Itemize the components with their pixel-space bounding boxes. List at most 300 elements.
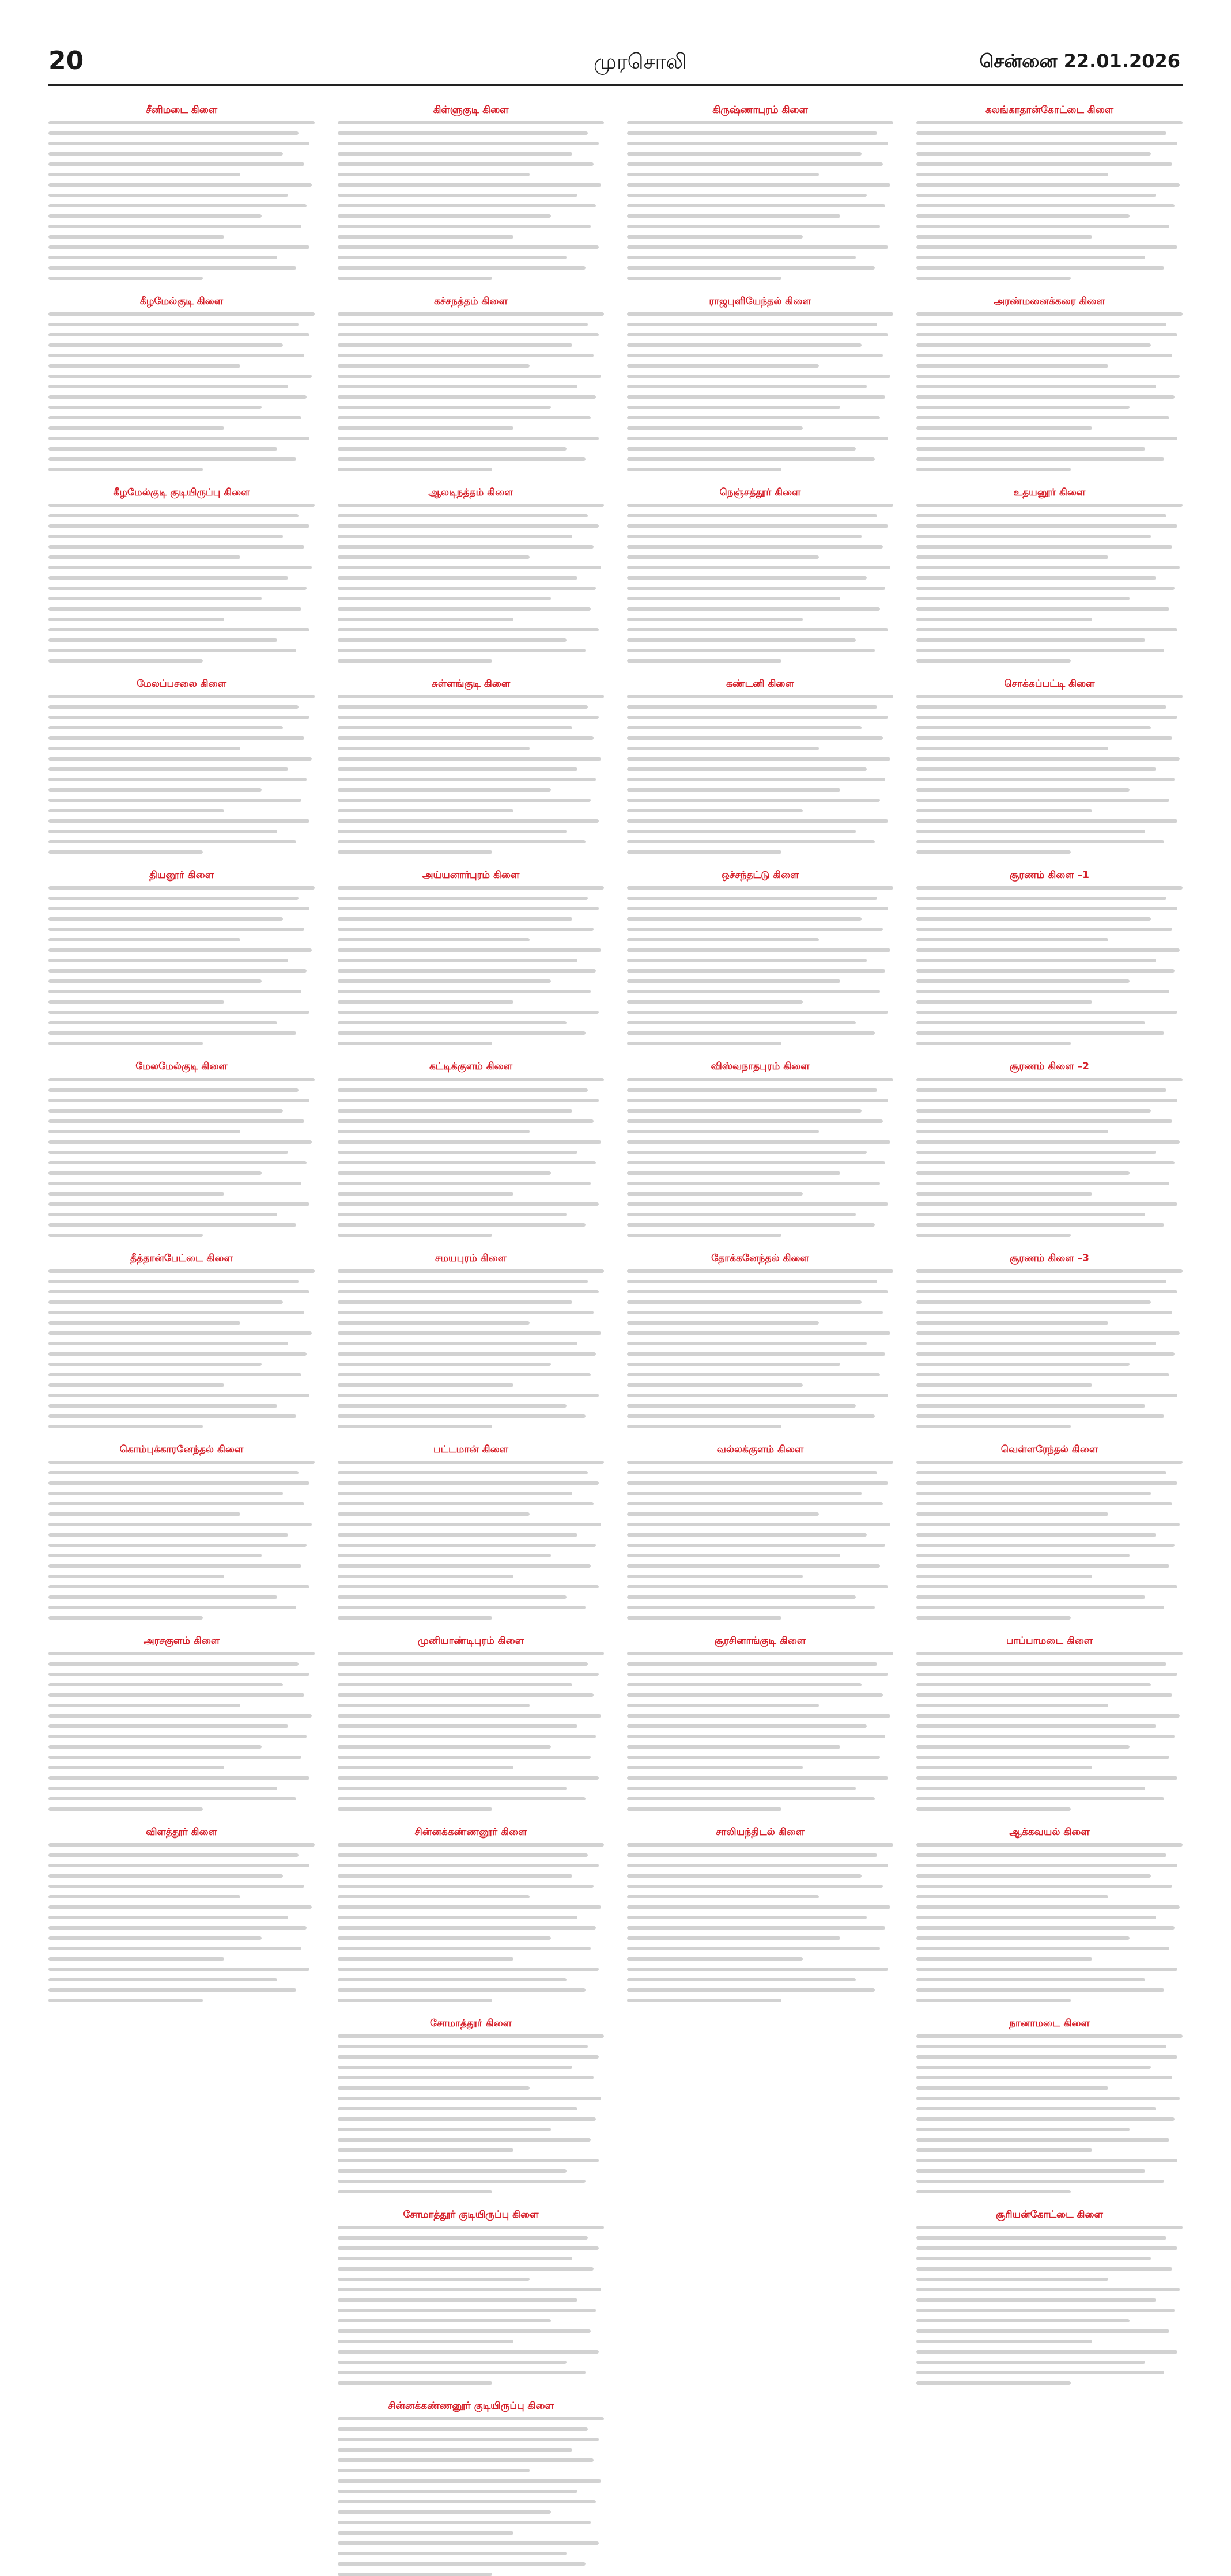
illegible-text-line <box>338 705 588 709</box>
illegible-text-line <box>627 1978 856 1981</box>
illegible-text-line <box>48 514 299 517</box>
illegible-text-line <box>916 886 1183 890</box>
illegible-text-line <box>627 659 781 663</box>
illegible-text-line <box>916 1776 1177 1780</box>
illegible-text-line <box>916 1280 1166 1283</box>
illegible-text-line <box>338 2298 577 2302</box>
illegible-text-line <box>916 343 1151 347</box>
illegible-text-line <box>48 1843 315 1847</box>
illegible-text-line <box>627 1031 875 1035</box>
section <box>916 295 1183 471</box>
illegible-text-line <box>48 990 301 993</box>
section-title: கட்டிக்குளம் கிளை <box>429 1061 513 1073</box>
page-number: 20 <box>48 46 84 75</box>
illegible-text-line <box>48 705 299 709</box>
illegible-text-line <box>338 938 530 941</box>
illegible-text-line <box>916 2076 1172 2079</box>
section-title: சுள்ளங்குடி கிளை <box>431 678 511 690</box>
illegible-text-line <box>916 1683 1151 1686</box>
section <box>627 1252 893 1428</box>
illegible-text-line <box>48 1853 299 1857</box>
illegible-text-line <box>338 535 572 538</box>
illegible-text-line <box>48 1373 301 1376</box>
illegible-text-line <box>627 649 875 652</box>
illegible-text-line <box>338 2573 492 2576</box>
illegible-text-line <box>338 2045 588 2048</box>
illegible-text-line <box>338 2469 530 2472</box>
illegible-text-line <box>916 2319 1130 2322</box>
illegible-text-line <box>48 1223 296 1227</box>
illegible-text-line <box>916 468 1071 471</box>
illegible-text-line <box>338 2034 604 2038</box>
illegible-text-line <box>916 2226 1183 2229</box>
illegible-text-line <box>48 778 307 781</box>
section <box>627 486 893 663</box>
illegible-text-line <box>627 1533 867 1537</box>
section-title: கண்டனி கிளை <box>726 678 794 690</box>
illegible-text-line <box>916 1693 1172 1697</box>
illegible-text-line <box>916 1321 1108 1325</box>
illegible-text-line <box>48 928 304 931</box>
illegible-text-line <box>627 819 888 823</box>
illegible-text-line <box>916 979 1130 983</box>
illegible-text-line <box>627 917 862 921</box>
illegible-text-line <box>627 716 888 719</box>
illegible-text-line <box>627 173 819 176</box>
illegible-text-line <box>916 162 1172 166</box>
illegible-text-line <box>627 426 803 430</box>
illegible-text-line <box>48 1652 315 1655</box>
illegible-text-line <box>916 2381 1071 2385</box>
illegible-text-line <box>338 437 599 440</box>
illegible-text-line <box>48 830 277 833</box>
illegible-text-line <box>48 1078 315 1081</box>
illegible-text-line <box>916 2180 1164 2183</box>
illegible-text-line <box>48 245 309 249</box>
illegible-text-line <box>916 1352 1175 1356</box>
illegible-text-line <box>627 907 888 910</box>
illegible-text-line <box>48 1021 277 1024</box>
illegible-text-line <box>627 938 819 941</box>
illegible-text-line <box>338 2479 601 2483</box>
newspaper-name: முரசொலி <box>594 50 687 74</box>
illegible-text-line <box>627 1724 867 1728</box>
section-title: ராஜபுளியேந்தல் கிளை <box>709 296 811 308</box>
illegible-text-line <box>48 468 203 471</box>
illegible-text-line <box>916 1471 1166 1474</box>
illegible-text-line <box>627 1745 840 1749</box>
illegible-text-line <box>338 354 594 357</box>
illegible-text-line <box>48 1042 203 1045</box>
illegible-text-line <box>916 2340 1092 2343</box>
illegible-text-line <box>338 638 567 642</box>
illegible-text-line <box>48 1119 304 1123</box>
illegible-text-line <box>338 917 572 921</box>
illegible-text-line <box>48 1471 299 1474</box>
illegible-text-line <box>916 2066 1151 2069</box>
illegible-text-line <box>48 1787 277 1790</box>
illegible-text-line <box>48 649 296 652</box>
illegible-text-line <box>916 850 1071 854</box>
illegible-text-line <box>627 1874 862 1878</box>
illegible-text-line <box>48 214 262 218</box>
illegible-text-line <box>916 1502 1172 1505</box>
illegible-text-line <box>338 2309 596 2312</box>
illegible-text-line <box>338 1404 567 1408</box>
illegible-text-line <box>916 705 1166 709</box>
illegible-text-line <box>916 2117 1175 2121</box>
illegible-text-line <box>338 152 572 156</box>
illegible-text-line <box>48 1130 240 1133</box>
illegible-text-line <box>338 1321 530 1325</box>
illegible-text-line <box>338 2340 513 2343</box>
illegible-text-line <box>338 1544 596 1547</box>
illegible-text-line <box>338 1554 551 1557</box>
illegible-text-line <box>916 2138 1169 2142</box>
illegible-text-line <box>338 928 594 931</box>
section-title: சமயபுரம் கிளை <box>435 1252 507 1264</box>
illegible-text-line <box>338 1000 513 1004</box>
illegible-text-line <box>916 736 1172 740</box>
section-title: சூரியன்கோட்டை கிளை <box>996 2209 1103 2221</box>
illegible-text-line <box>48 1564 301 1568</box>
section <box>338 104 604 280</box>
illegible-text-line <box>627 1864 888 1867</box>
illegible-text-line <box>627 1161 885 1164</box>
illegible-text-line <box>627 1523 890 1526</box>
illegible-text-line <box>627 545 883 549</box>
illegible-text-line <box>338 850 492 854</box>
illegible-text-line <box>338 1968 599 1971</box>
illegible-text-line <box>627 1192 803 1196</box>
illegible-text-line <box>627 1425 781 1428</box>
illegible-text-line <box>48 618 224 621</box>
illegible-text-line <box>916 576 1156 580</box>
illegible-text-line <box>48 504 315 507</box>
illegible-text-line <box>627 375 890 378</box>
section <box>48 869 315 1045</box>
illegible-text-line <box>48 416 301 419</box>
illegible-text-line <box>916 1492 1151 1495</box>
illegible-text-line <box>338 607 591 611</box>
illegible-text-line <box>916 1936 1130 1940</box>
illegible-text-line <box>627 1936 840 1940</box>
illegible-text-line <box>338 778 596 781</box>
illegible-text-line <box>48 1807 203 1811</box>
illegible-text-line <box>627 1766 803 1769</box>
illegible-text-line <box>338 1988 586 1992</box>
illegible-text-line <box>916 1554 1130 1557</box>
section <box>916 678 1183 854</box>
illegible-text-line <box>916 726 1151 729</box>
illegible-text-line <box>916 1585 1177 1588</box>
illegible-text-line <box>338 204 596 207</box>
illegible-text-line <box>916 767 1156 771</box>
illegible-text-line <box>916 659 1071 663</box>
illegible-text-line <box>916 1787 1145 1790</box>
section <box>338 1635 604 1811</box>
illegible-text-line <box>338 514 588 517</box>
illegible-text-line <box>338 1533 577 1537</box>
illegible-text-line <box>338 1300 572 1304</box>
section <box>48 1826 315 2002</box>
illegible-text-line <box>627 757 890 761</box>
illegible-text-line <box>627 364 819 368</box>
illegible-text-line <box>338 1383 513 1387</box>
illegible-text-line <box>916 1564 1169 1568</box>
illegible-text-line <box>48 1502 304 1505</box>
illegible-text-line <box>338 566 601 569</box>
illegible-text-line <box>916 323 1166 326</box>
illegible-text-line <box>48 1280 299 1283</box>
illegible-text-line <box>627 1151 867 1154</box>
illegible-text-line <box>48 1031 296 1035</box>
illegible-text-line <box>916 1000 1092 1004</box>
section <box>916 2208 1183 2385</box>
illegible-text-line <box>48 235 224 239</box>
illegible-text-line <box>48 364 240 368</box>
illegible-text-line <box>627 535 862 538</box>
illegible-text-line <box>48 938 240 941</box>
illegible-text-line <box>627 323 877 326</box>
illegible-text-line <box>338 545 594 549</box>
illegible-text-line <box>338 2159 599 2162</box>
illegible-text-line <box>338 2236 588 2240</box>
illegible-text-line <box>48 131 299 135</box>
illegible-text-line <box>338 1042 492 1045</box>
illegible-text-line <box>48 1776 309 1780</box>
column-2 <box>338 104 604 2412</box>
illegible-text-line <box>916 1461 1183 1464</box>
illegible-text-line <box>627 1290 888 1293</box>
illegible-text-line <box>627 1926 885 1930</box>
illegible-text-line <box>916 1575 1092 1578</box>
illegible-text-line <box>627 1957 803 1961</box>
illegible-text-line <box>338 1957 513 1961</box>
illegible-text-line <box>627 1776 888 1780</box>
illegible-text-line <box>916 819 1177 823</box>
illegible-text-line <box>916 969 1175 973</box>
illegible-text-line <box>916 1968 1177 1971</box>
illegible-text-line <box>916 1724 1156 1728</box>
illegible-text-line <box>48 447 277 451</box>
illegible-text-line <box>916 1735 1175 1738</box>
illegible-text-line <box>338 323 588 326</box>
illegible-text-line <box>338 2458 594 2462</box>
illegible-text-line <box>916 1192 1092 1196</box>
illegible-text-line <box>338 468 492 471</box>
illegible-text-line <box>338 2117 596 2121</box>
illegible-text-line <box>338 194 577 197</box>
illegible-text-line <box>627 1853 877 1857</box>
illegible-text-line <box>338 1864 599 1867</box>
section <box>48 104 315 280</box>
illegible-text-line <box>627 555 819 559</box>
illegible-text-line <box>338 1916 577 1919</box>
illegible-text-line <box>48 1352 307 1356</box>
illegible-text-line <box>48 354 304 357</box>
illegible-text-line <box>48 385 288 388</box>
illegible-text-line <box>916 173 1108 176</box>
illegible-text-line <box>338 1119 594 1123</box>
illegible-text-line <box>916 142 1177 145</box>
illegible-text-line <box>338 2246 599 2250</box>
illegible-text-line <box>627 1481 888 1485</box>
section <box>338 1826 604 2002</box>
illegible-text-line <box>627 1119 883 1123</box>
illegible-text-line <box>338 2541 599 2545</box>
illegible-text-line <box>916 2190 1071 2193</box>
section-title: சாலியந்திடல் கிளை <box>716 1826 805 1838</box>
section <box>338 2208 604 2385</box>
illegible-text-line <box>916 1606 1164 1609</box>
illegible-text-line <box>338 1999 492 2002</box>
illegible-text-line <box>338 1978 567 1981</box>
illegible-text-line <box>48 1957 224 1961</box>
illegible-text-line <box>338 1130 530 1133</box>
illegible-text-line <box>627 979 840 983</box>
illegible-text-line <box>48 1342 288 1345</box>
illegible-text-line <box>338 2128 551 2131</box>
illegible-text-line <box>916 364 1108 368</box>
illegible-text-line <box>48 524 309 528</box>
illegible-text-line <box>627 1735 885 1738</box>
illegible-text-line <box>338 343 572 347</box>
illegible-text-line <box>916 1797 1164 1800</box>
illegible-text-line <box>627 726 862 729</box>
header-rule <box>48 84 1183 86</box>
illegible-text-line <box>48 1895 240 1898</box>
illegible-text-line <box>916 2034 1183 2038</box>
illegible-text-line <box>627 705 877 709</box>
illegible-text-line <box>627 1099 888 1102</box>
illegible-text-line <box>338 2148 513 2152</box>
illegible-text-line <box>48 1926 307 1930</box>
illegible-text-line <box>916 437 1177 440</box>
illegible-text-line <box>627 1714 890 1718</box>
illegible-text-line <box>916 1234 1071 1237</box>
illegible-text-line <box>338 1714 601 1718</box>
illegible-text-line <box>338 1192 513 1196</box>
illegible-text-line <box>916 907 1177 910</box>
illegible-text-line <box>338 2562 586 2566</box>
illegible-text-line <box>916 1031 1164 1035</box>
illegible-text-line <box>916 1916 1156 1919</box>
illegible-text-line <box>916 2257 1151 2260</box>
illegible-text-line <box>338 840 586 843</box>
illegible-text-line <box>48 1874 283 1878</box>
illegible-text-line <box>627 1916 867 1919</box>
illegible-text-line <box>48 886 315 890</box>
illegible-text-line <box>48 587 307 590</box>
section <box>627 104 893 280</box>
illegible-text-line <box>48 1363 262 1366</box>
illegible-text-line <box>627 1471 877 1474</box>
illegible-text-line <box>916 312 1183 316</box>
illegible-text-line <box>48 121 315 124</box>
illegible-text-line <box>48 1585 309 1588</box>
illegible-text-line <box>916 1807 1071 1811</box>
illegible-text-line <box>627 1595 856 1599</box>
illegible-text-line <box>627 990 880 993</box>
illegible-text-line <box>627 1342 867 1345</box>
illegible-text-line <box>338 1011 599 1014</box>
illegible-text-line <box>338 1683 572 1686</box>
illegible-text-line <box>338 959 577 962</box>
illegible-text-line <box>627 194 867 197</box>
illegible-text-line <box>338 2490 577 2493</box>
illegible-text-line <box>338 979 551 983</box>
section <box>48 486 315 663</box>
illegible-text-line <box>627 504 893 507</box>
columns <box>48 104 1183 2412</box>
illegible-text-line <box>338 1394 599 1397</box>
illegible-text-line <box>916 1957 1092 1961</box>
illegible-text-line <box>627 1807 781 1811</box>
illegible-text-line <box>338 2267 594 2271</box>
illegible-text-line <box>916 897 1166 900</box>
illegible-text-line <box>338 1031 586 1035</box>
illegible-text-line <box>48 142 309 145</box>
illegible-text-line <box>627 1000 803 1004</box>
section-title: விளத்தூர் கிளை <box>146 1826 217 1838</box>
section-title: மேலமேல்குடி கிளை <box>135 1061 228 1073</box>
illegible-text-line <box>338 2180 586 2183</box>
illegible-text-line <box>916 2361 1145 2364</box>
illegible-text-line <box>627 1693 883 1697</box>
issue-date: சென்னை 22.01.2026 <box>979 50 1180 72</box>
section <box>338 1443 604 1620</box>
section <box>627 1635 893 1811</box>
illegible-text-line <box>627 395 885 399</box>
illegible-text-line <box>48 767 288 771</box>
illegible-text-line <box>916 948 1180 952</box>
illegible-text-line <box>48 437 309 440</box>
illegible-text-line <box>48 1916 288 1919</box>
illegible-text-line <box>48 959 288 962</box>
illegible-text-line <box>916 131 1166 135</box>
illegible-text-line <box>627 840 875 843</box>
illegible-text-line <box>48 1394 309 1397</box>
illegible-text-line <box>916 1088 1166 1092</box>
illegible-text-line <box>916 1544 1175 1547</box>
illegible-text-line <box>338 183 601 187</box>
illegible-text-line <box>48 1554 262 1557</box>
illegible-text-line <box>916 649 1164 652</box>
illegible-text-line <box>916 840 1164 843</box>
illegible-text-line <box>627 1999 781 2002</box>
section <box>338 2017 604 2193</box>
illegible-text-line <box>338 1280 588 1283</box>
illegible-text-line <box>916 514 1166 517</box>
illegible-text-line <box>48 457 296 461</box>
illegible-text-line <box>916 638 1145 642</box>
illegible-text-line <box>48 1606 296 1609</box>
illegible-text-line <box>916 1704 1108 1707</box>
illegible-text-line <box>916 2128 1130 2131</box>
section <box>338 2400 604 2576</box>
illegible-text-line <box>916 1512 1108 1516</box>
illegible-text-line <box>338 1766 513 1769</box>
illegible-text-line <box>48 1988 296 1992</box>
illegible-text-line <box>338 457 586 461</box>
illegible-text-line <box>916 1481 1177 1485</box>
section-title: மேலப்பசலை கிளை <box>136 678 227 690</box>
illegible-text-line <box>627 1042 781 1045</box>
section-title: கீழமேல்குடி கிளை <box>139 296 224 308</box>
illegible-text-line <box>916 524 1177 528</box>
illegible-text-line <box>48 1745 262 1749</box>
